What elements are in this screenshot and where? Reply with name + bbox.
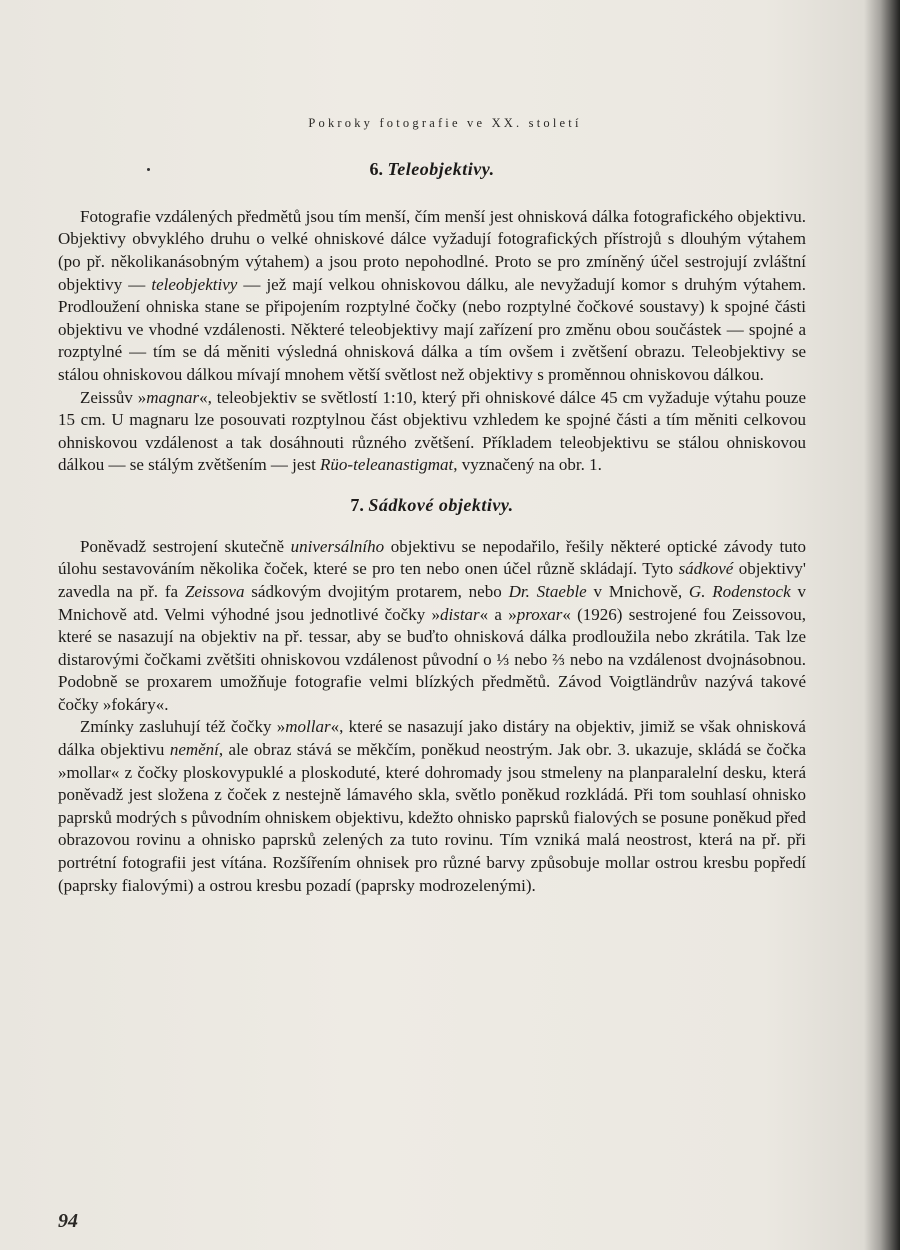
text-run: Poněvadž sestrojení skutečně bbox=[80, 536, 291, 556]
text-run: «, teleobjektiv se světlostí 1:10, který při ohniskové dálce 45 cm vyžaduje výtahu pouze 15 cm. U magnaru lze posouvati rozptylnou část objektivu vzhledem ke spojné části a tím měniti celkovou ohniskovou vzdálenost a tak dosáhnouti různého zvětšení. Příkladem teleobjektivu se stálou ohniskovou dálkou — se stálým zvětšením — jest bbox=[58, 387, 806, 475]
text-run: , vyznačený na obr. 1. bbox=[453, 455, 602, 475]
italic-run: G. Rodenstock bbox=[688, 581, 791, 601]
text-run: « (1926) sestrojené fou Zeissovou, které se nasazují na objektiv na př. tessar, aby se buďto ohnisková dálka prodloužila nebo zkrátila. Tak lze distarovými čočkami zvětšiti ohniskovou vzdálenost původní o ⅓ nebo ⅔ nebo na vzdálenost dvojnásobnou. Podobně se proxarem umožňuje fotografie velmi blízkých předmětů. Závod Voigtländrův nazývá takové čočky »fokáry«. bbox=[58, 604, 806, 714]
italic-run: Rüo-teleanastigmat bbox=[320, 455, 454, 475]
text-run: Zeissův » bbox=[80, 387, 147, 407]
section-title: Teleobjektivy. bbox=[387, 159, 495, 179]
paragraph bbox=[58, 536, 806, 717]
running-head: Pokroky fotografie ve XX. století bbox=[308, 116, 582, 130]
section-heading-sadkove-objektivy bbox=[58, 491, 806, 520]
text-run: Zmínky zasluhují též čočky » bbox=[80, 717, 286, 737]
text-run: Fotografie vzdálených předmětů jsou tím menší, čím menší jest ohnisková dálka fotografického objektivu. Objektivy obvyklého druhu o velké ohniskové dálce vyžadují fotografických přístrojů s dlouhým výtahem (po př. několikanásobným výtahem) a jsou proto nepohodlné. Proto se pro zmíněný účel sestrojují zvláštní objektivy — bbox=[58, 206, 806, 294]
italic-run: mollar bbox=[285, 717, 331, 737]
text-run: v Mnichově, bbox=[586, 581, 689, 601]
text-column bbox=[58, 150, 806, 897]
italic-run: sádkové bbox=[678, 559, 734, 579]
paragraph bbox=[58, 716, 806, 897]
italic-run: universálního bbox=[290, 536, 385, 556]
section-title: Sádkové objektivy. bbox=[368, 494, 514, 515]
text-run: objektivy' zavedla na př. fa bbox=[58, 559, 806, 601]
italic-run: Zeissova bbox=[184, 581, 245, 601]
italic-run: magnar bbox=[146, 387, 200, 407]
page-number: 94 bbox=[58, 1210, 78, 1232]
text-run: «, které se nasazují jako distáry na objektiv, jimiž se však ohnisková dálka objektivu bbox=[58, 717, 806, 760]
section-number: 7. bbox=[350, 494, 364, 515]
text-run: sádkovým dvojitým protarem, nebo bbox=[244, 581, 509, 601]
text-run: objektivu se nepodařilo, řešily některé optické závody tuto úlohu sestavováním několika čoček, které se pro ten nebo onen účel různě skládají. Tyto bbox=[58, 536, 807, 579]
section-heading-teleobjektivy bbox=[58, 155, 806, 184]
italic-run: proxar bbox=[516, 604, 563, 624]
italic-run: Dr. Staeble bbox=[508, 581, 587, 601]
section-number: 6. bbox=[369, 159, 383, 179]
italic-run: teleobjektivy bbox=[151, 274, 238, 294]
binding-shadow bbox=[864, 0, 900, 1250]
paragraph bbox=[58, 206, 806, 387]
italic-run: distar bbox=[439, 604, 480, 624]
text-run: , ale obraz stává se měkčím, poněkud neostrým. Jak obr. 3. ukazuje, skládá se čočka »mollar« z čočky ploskovypuklé a ploskoduté, které dohromady jsou stmeleny na planparalelní desku, která poněvadž jest složena z čoček z nestejně lámavého skla, světlo poněkud rozkládá. Při tom souhlasí ohnisko paprsků modrých s původním ohniskem objektivu, kdežto ohnisko paprsků fialových se posune poněkud před obrazovou rovinu a ohnisko paprsků zelených za tuto rovinu. Tím vzniká malá neostrost, která na př. při portrétní fotografii jest vítána. Rozšířením ohnisek pro různé barvy způsobuje mollar ostrou kresbu popředí (paprsky fialovými) a ostrou kresbu pozadí (paprsky modrozelenými). bbox=[58, 740, 807, 895]
text-run: « a » bbox=[479, 604, 517, 624]
text-run: — jež mají velkou ohniskovou dálku, ale nevyžadují komor s druhým výtahem. Prodloužení ohniska stane se připojením rozptylné čočky (nebo rozptylné čočkové soustavy) k spojné části objektivu ve vhodné vzdálenosti. Některé teleobjektivy mají zařízení pro změnu obou součástek — spojné a rozptylné — tím se dá měniti výsledná ohnisková dálka a tím ovšem i zvětšení obrazu. Teleobjektivy se stálou ohniskovou dálkou mívají mnohem větší světlost než objektivy s proměnnou ohniskovou dálkou. bbox=[58, 274, 806, 384]
italic-run: nemění bbox=[169, 740, 219, 760]
text-run: v Mnichově atd. Velmi výhodné jsou jednotlivé čočky » bbox=[58, 581, 806, 624]
paragraph bbox=[58, 387, 806, 477]
